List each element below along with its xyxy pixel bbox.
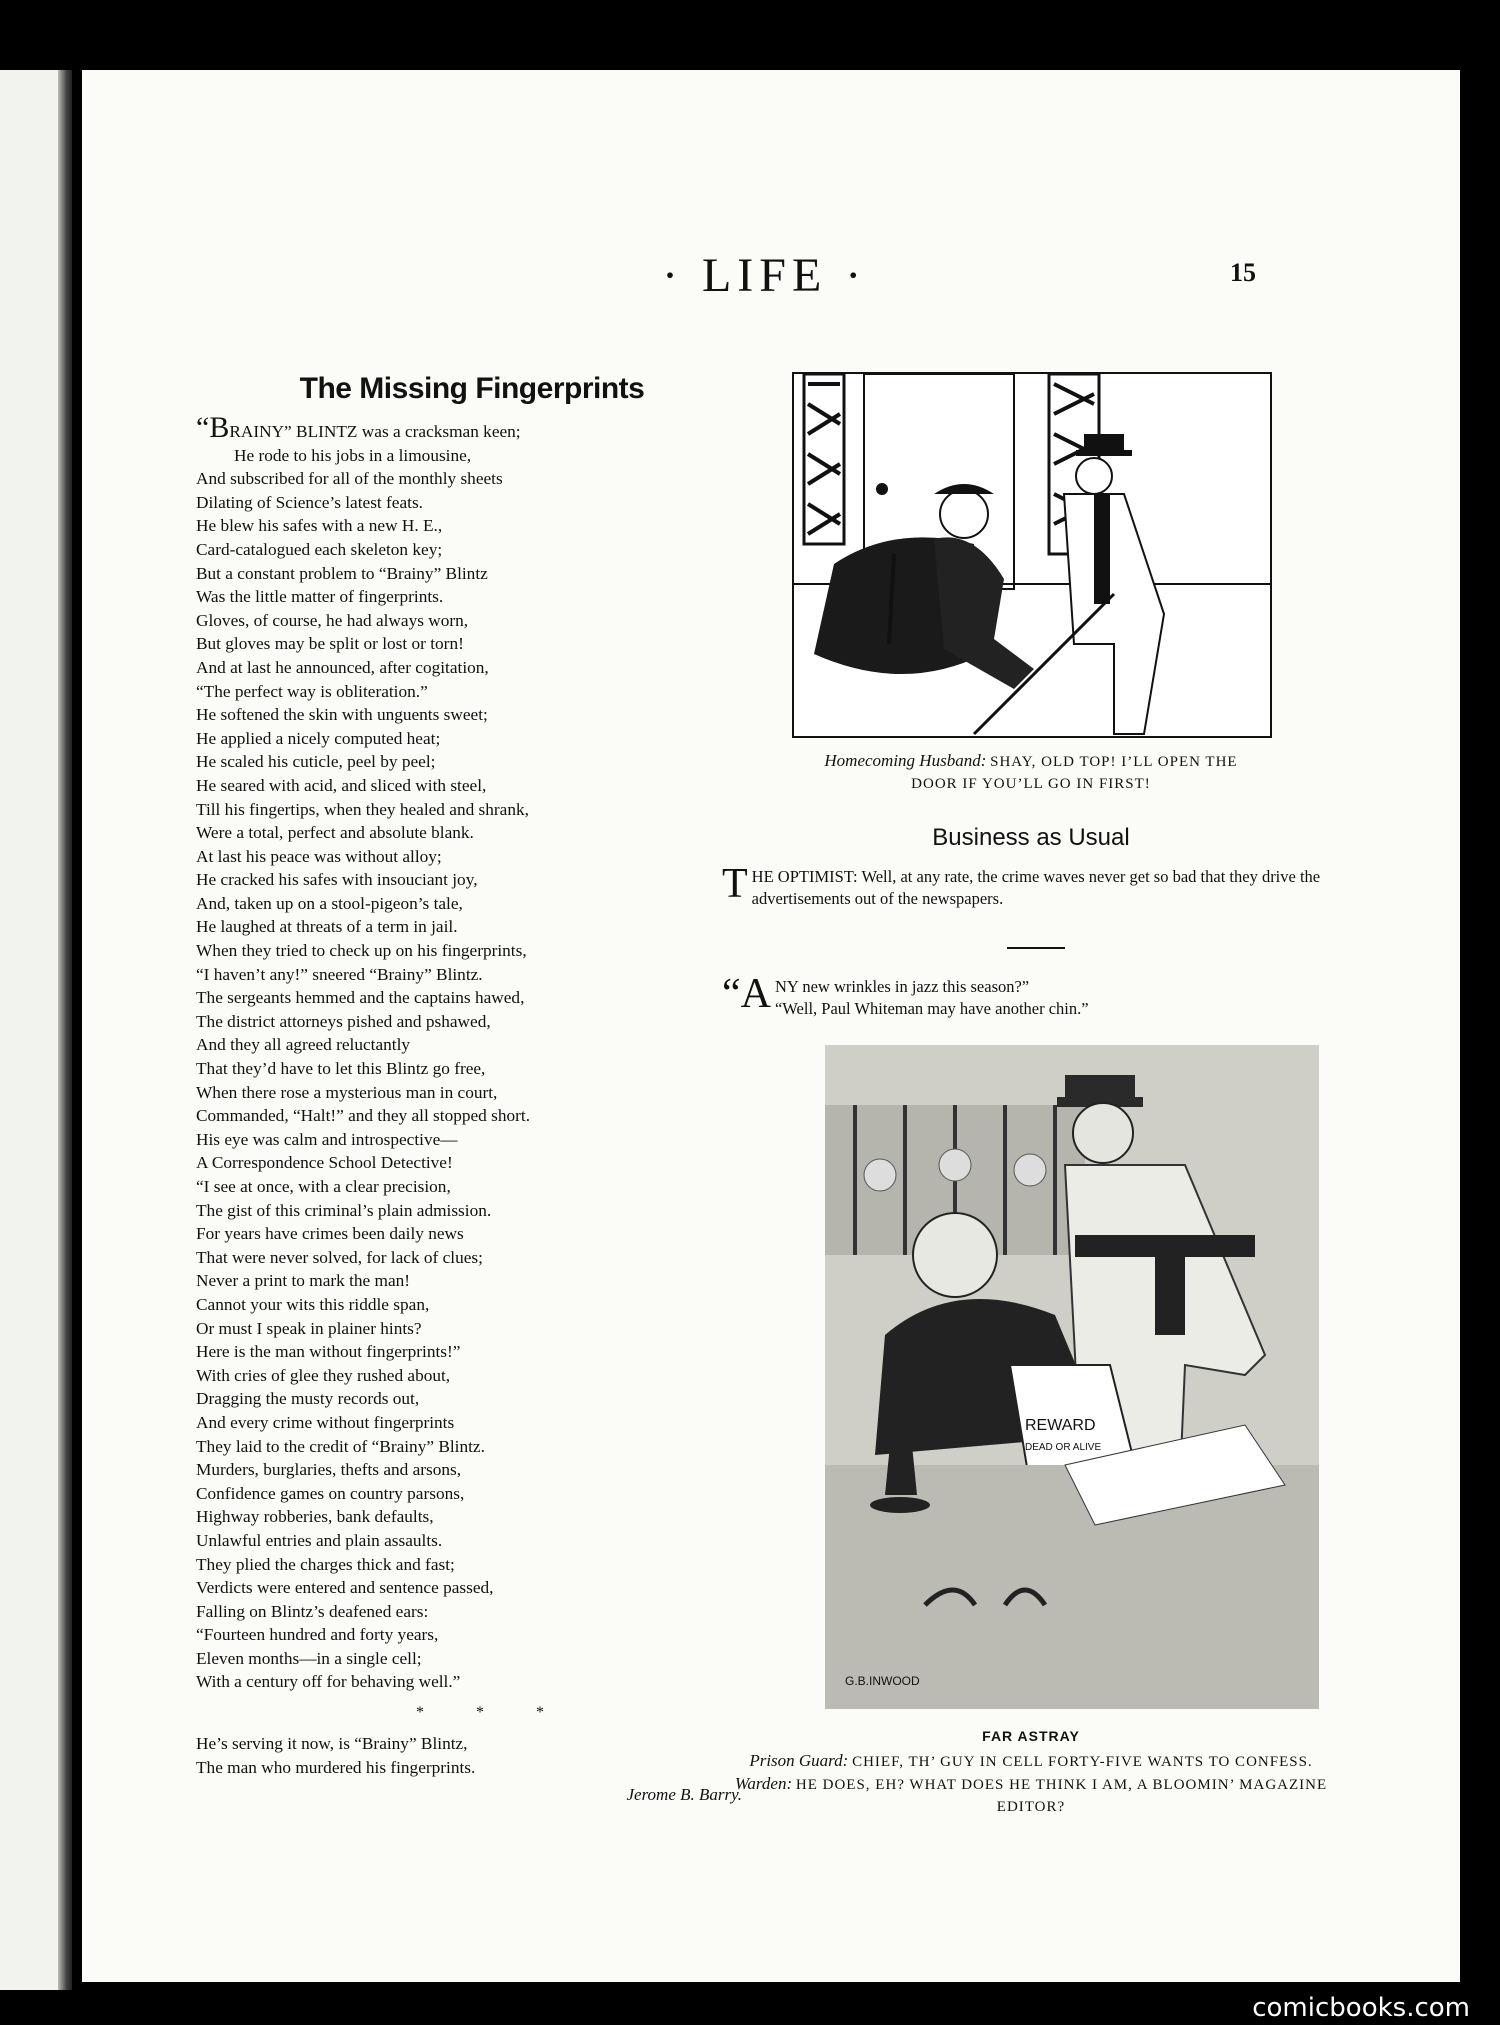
poem-line: He laughed at threats of a term in jail. xyxy=(196,917,458,937)
poem-line: Confidence games on country parsons, xyxy=(196,1483,465,1503)
poem-line: He applied a nicely computed heat; xyxy=(196,728,441,748)
poem-line: The gist of this criminal’s plain admission. xyxy=(196,1200,492,1220)
poem-line: “BRAINY” BLINTZ was a cracksman keen; xyxy=(196,411,521,444)
poem-line: Dilating of Science’s latest feats. xyxy=(196,492,423,512)
poem-line: When there rose a mysterious man in court, xyxy=(196,1082,498,1102)
warden-speaker: Warden: xyxy=(734,1774,793,1793)
poem-line: He seared with acid, and sliced with steel, xyxy=(196,775,487,795)
jazz-dropcap: “A xyxy=(722,971,771,1017)
poem-body xyxy=(192,411,752,1694)
coda-line: The man who murdered his fingerprints. xyxy=(196,1757,476,1777)
guard-line: CHIEF, TH’ GUY IN CELL FORTY-FIVE WANTS TO CONFESS. xyxy=(852,1754,1313,1770)
poem-line: Here is the man without fingerprints!” xyxy=(196,1342,461,1362)
left-page-edge xyxy=(0,70,70,1990)
poem-line: And subscribed for all of the monthly sheets xyxy=(196,469,503,489)
jazz-line-2: “Well, Paul Whiteman may have another chin.” xyxy=(774,999,1089,1018)
page-number: 15 xyxy=(1230,258,1256,287)
poem-line: Eleven months—in a single cell; xyxy=(196,1648,422,1668)
watermark: comicbooks.com xyxy=(1252,1993,1470,2023)
far-astray-caption xyxy=(722,1750,1340,1818)
poem-line: Till his fingertips, when they healed and shrank, xyxy=(196,799,529,819)
poem-line: Or must I speak in plainer hints? xyxy=(196,1318,422,1338)
poem-line: Were a total, perfect and absolute blank. xyxy=(196,823,474,843)
poem-line: But a constant problem to “Brainy” Blintz xyxy=(196,563,488,583)
poem-line: Unlawful entries and plain assaults. xyxy=(196,1530,443,1550)
jazz-joke xyxy=(722,971,1340,1020)
poem-line: The district attorneys pished and pshawed, xyxy=(196,1011,491,1031)
poem-line: With cries of glee they rushed about, xyxy=(196,1365,451,1385)
page-header xyxy=(82,248,1460,318)
poem-line: That they’d have to let this Blintz go free, xyxy=(196,1059,486,1079)
poem-column xyxy=(192,372,752,1805)
poem-line: But gloves may be split or lost or torn! xyxy=(196,634,464,654)
section-stars: * * * xyxy=(416,1704,568,1722)
author-signature: Jerome B. Barry. xyxy=(626,1785,742,1805)
poem-line: “The perfect way is obliteration.” xyxy=(196,681,428,701)
coda-line: He’s serving it now, is “Brainy” Blintz, xyxy=(196,1734,468,1754)
poem-line: His eye was calm and introspective— xyxy=(196,1129,458,1149)
business-body: Well, at any rate, the crime waves never get so bad that they drive the advertisements out of the newspapers. xyxy=(751,867,1321,908)
business-lead: HE OPTIMIST: xyxy=(751,867,858,886)
business-title: Business as Usual xyxy=(932,824,1130,851)
caption-line-1: SHAY, OLD TOP! I’LL OPEN THE xyxy=(990,754,1238,770)
guard-speaker: Prison Guard: xyxy=(749,1751,849,1770)
poem-title: The Missing Fingerprints xyxy=(299,372,645,405)
poem-line: He softened the skin with unguents sweet; xyxy=(196,705,488,725)
poem-line: Highway robberies, bank defaults, xyxy=(196,1507,434,1527)
poem-line: For years have crimes been daily news xyxy=(196,1224,464,1244)
warden-line: HE DOES, EH? WHAT DOES HE THINK I AM, A BLOOMIN’ MAGAZINE EDITOR? xyxy=(795,1777,1328,1815)
poem-line: And every crime without fingerprints xyxy=(196,1412,455,1432)
poem-line: A Correspondence School Detective! xyxy=(196,1153,453,1173)
poem-line: Cannot your wits this riddle span, xyxy=(196,1294,430,1314)
poem-line: Never a print to mark the man! xyxy=(196,1271,411,1291)
caption-line-2: DOOR IF YOU’LL GO IN FIRST! xyxy=(911,776,1151,792)
dead-alive-text: DEAD OR ALIVE xyxy=(1025,1442,1102,1453)
poem-line: Falling on Blintz’s deafened ears: xyxy=(196,1601,429,1621)
poem-line: He cracked his safes with insouciant joy, xyxy=(196,870,478,890)
poem-line: Dragging the musty records out, xyxy=(196,1389,420,1409)
poem-line: That were never solved, for lack of clues; xyxy=(196,1247,483,1267)
poem-line: Gloves, of course, he had always worn, xyxy=(196,610,469,630)
poem-line: “Fourteen hundred and forty years, xyxy=(196,1625,439,1645)
homecoming-illustration xyxy=(794,374,1270,736)
jazz-line-1: NY new wrinkles in jazz this season?” xyxy=(774,977,1030,996)
poem-line: And they all agreed reluctantly xyxy=(196,1035,411,1055)
homecoming-cartoon xyxy=(792,372,1272,738)
section-divider xyxy=(1007,947,1065,949)
reward-text: REWARD xyxy=(1025,1417,1096,1434)
poem-line: They plied the charges thick and fast; xyxy=(196,1554,455,1574)
poem-line: He blew his safes with a new H. E., xyxy=(196,516,443,536)
caption-speaker: Homecoming Husband: xyxy=(824,751,987,770)
poem-line: Card-catalogued each skeleton key; xyxy=(196,539,443,559)
business-dropcap: T xyxy=(722,861,748,907)
business-text xyxy=(722,861,1340,910)
poem-line: They laid to the credit of “Brainy” Blintz. xyxy=(196,1436,485,1456)
poem-line: And, taken up on a stool-pigeon’s tale, xyxy=(196,893,463,913)
poem-line: The sergeants hemmed and the captains hawed, xyxy=(196,988,525,1008)
far-astray-illustration xyxy=(825,1045,1319,1709)
poem-line: When they tried to check up on his fingerprints, xyxy=(196,941,527,961)
masthead: · LIFE · xyxy=(662,249,868,302)
artist-signature: G.B.INWOOD xyxy=(845,1674,920,1688)
poem-line: He scaled his cuticle, peel by peel; xyxy=(196,752,436,772)
poem-line: At last his peace was without alloy; xyxy=(196,846,442,866)
homecoming-caption xyxy=(722,750,1340,795)
far-astray-title: FAR ASTRAY xyxy=(982,1728,1080,1744)
poem-line: Was the little matter of fingerprints. xyxy=(196,587,444,607)
magazine-page xyxy=(82,70,1460,1982)
poem-line: Verdicts were entered and sentence passed, xyxy=(196,1578,494,1598)
poem-line: He rode to his jobs in a limousine, xyxy=(234,445,472,465)
far-astray-cartoon xyxy=(825,1045,1319,1709)
poem-line: Commanded, “Halt!” and they all stopped short. xyxy=(196,1106,531,1126)
poem-line: Murders, burglaries, thefts and arsons, xyxy=(196,1460,462,1480)
poem-line: With a century off for behaving well.” xyxy=(196,1672,461,1692)
poem-line: And at last he announced, after cogitation, xyxy=(196,657,489,677)
poem-line: “I see at once, with a clear precision, xyxy=(196,1177,451,1196)
poem-coda xyxy=(192,1732,752,1779)
poem-line: “I haven’t any!” sneered “Brainy” Blintz. xyxy=(196,964,483,984)
